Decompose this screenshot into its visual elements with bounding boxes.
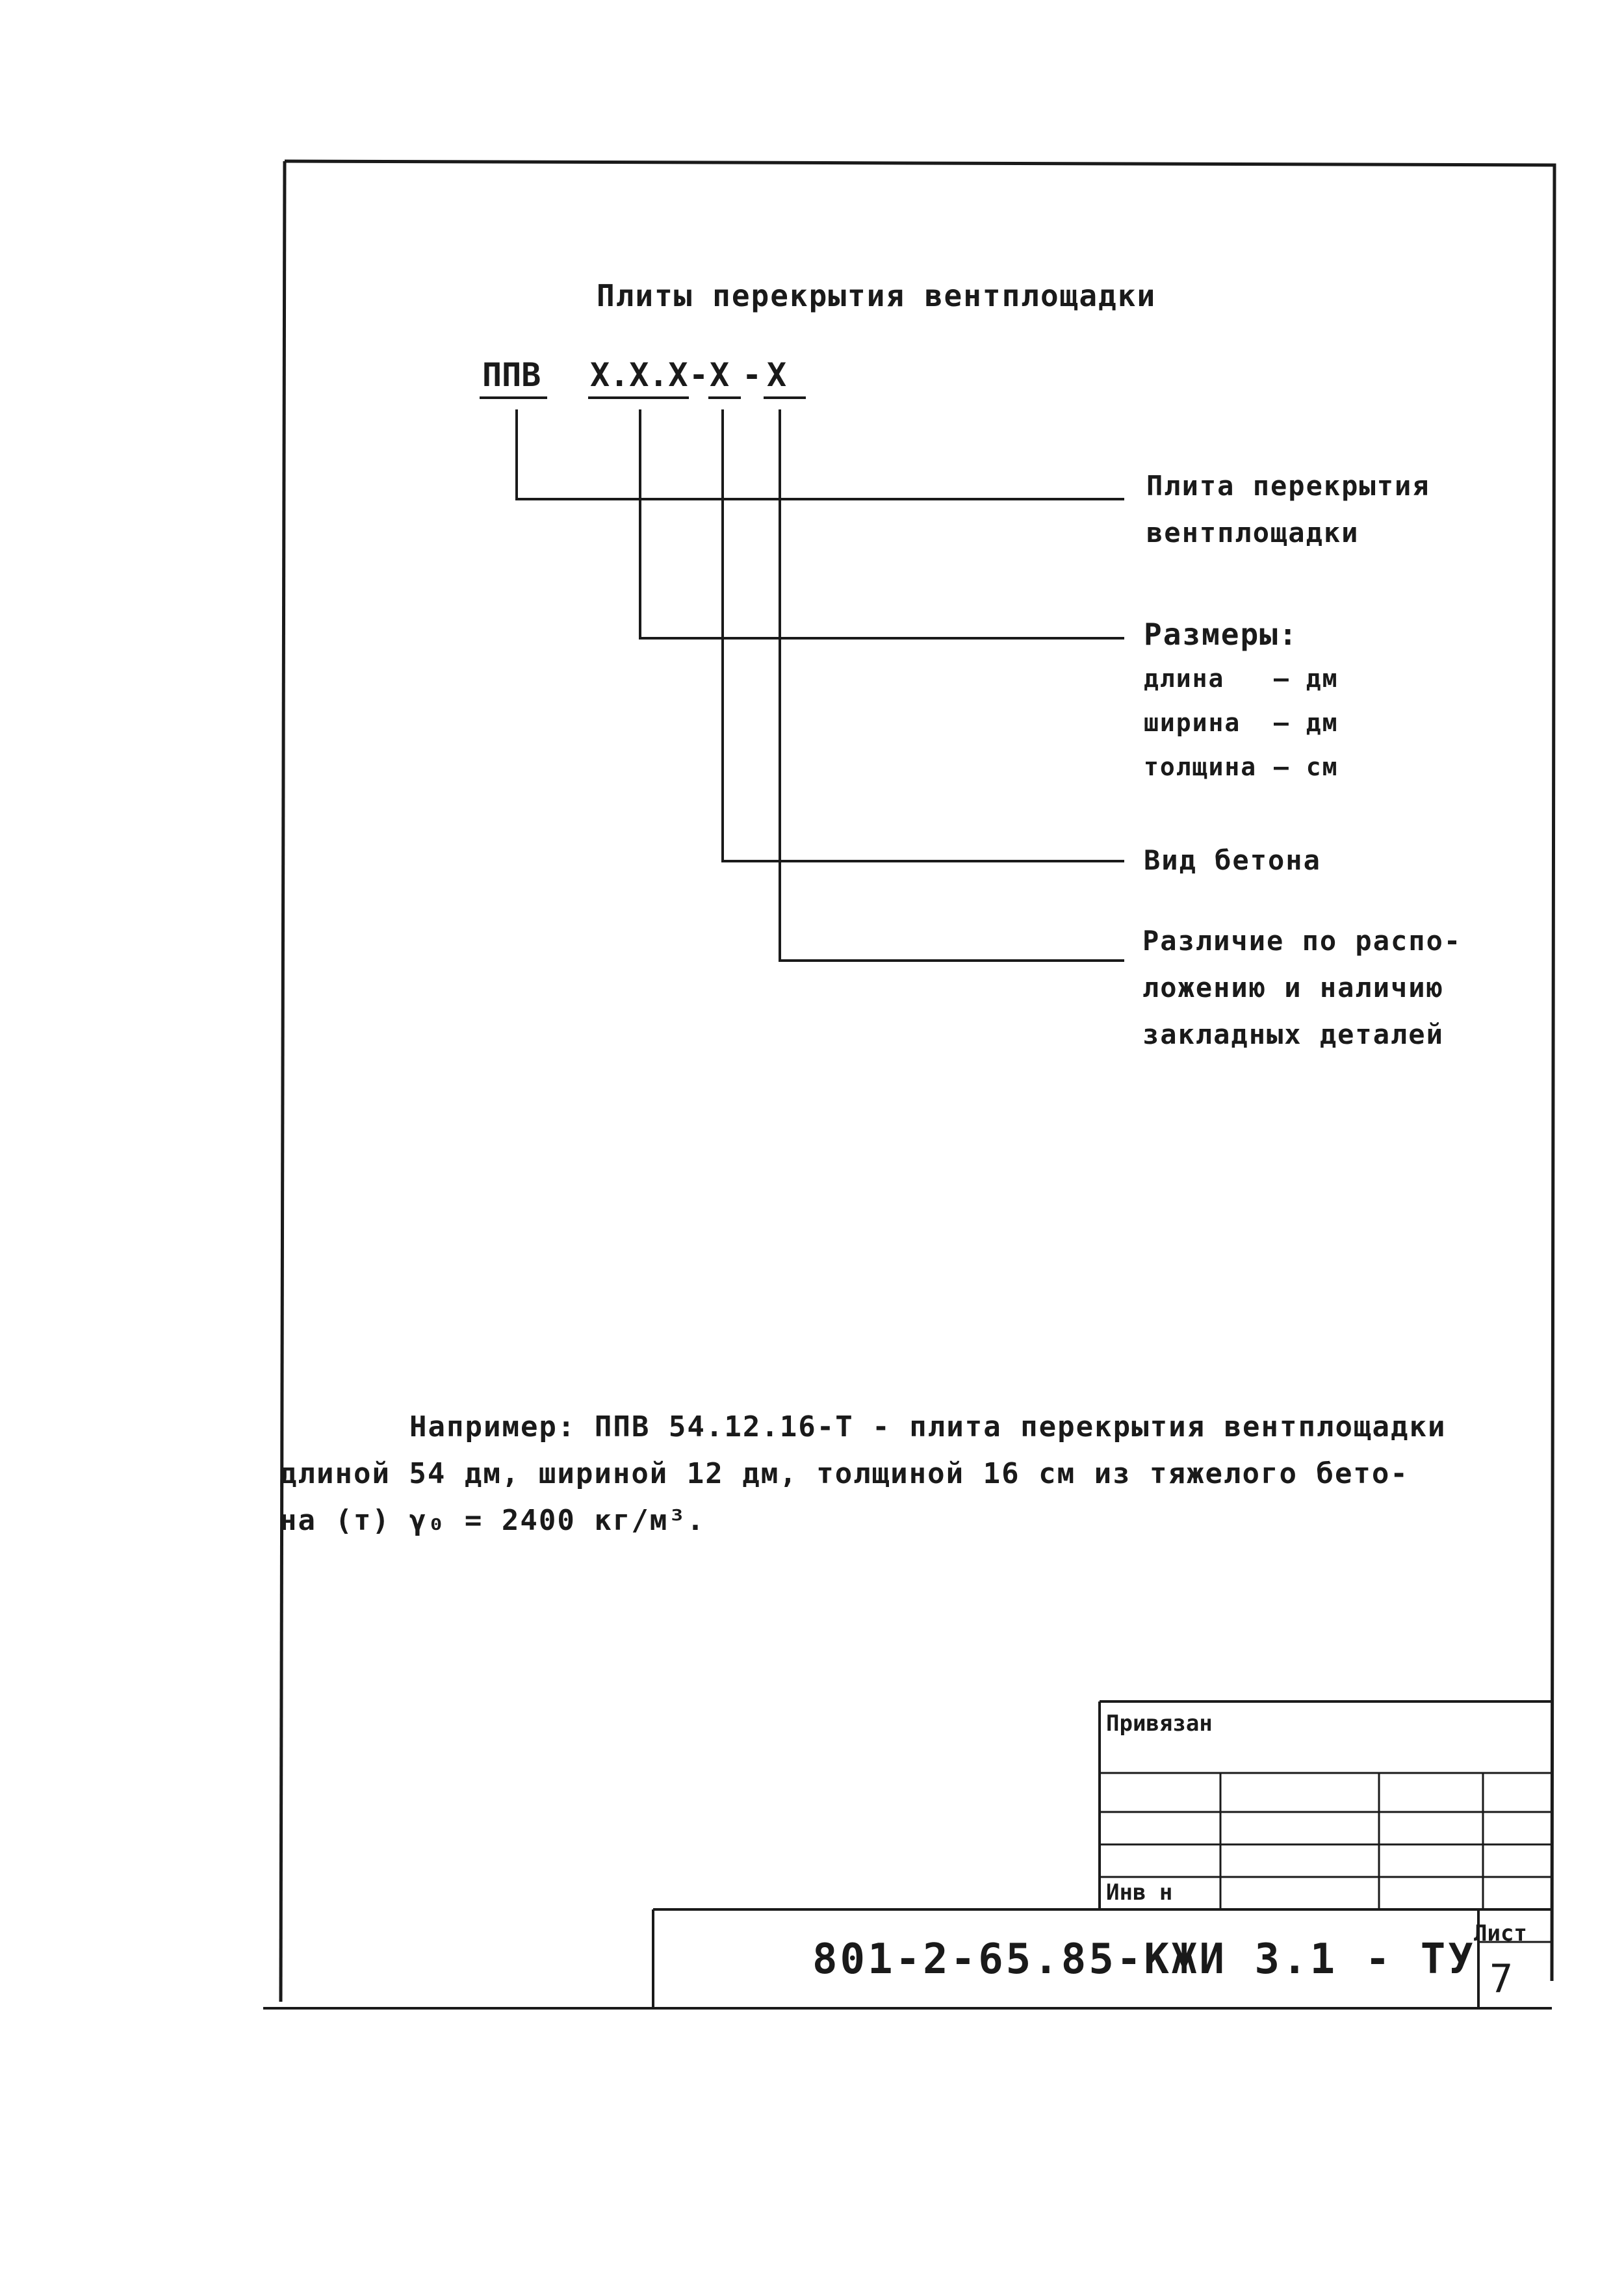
size-row-unit: — дм <box>1274 664 1339 693</box>
legend-item-name-line-2: вентплощадки <box>1146 517 1360 549</box>
size-row-label: ширина <box>1144 708 1241 737</box>
code-sizes: X.X.X <box>590 356 688 394</box>
legend-item-variant-line-2: ложению и наличию <box>1142 972 1444 1003</box>
size-row-unit: — см <box>1274 753 1339 781</box>
code-dash-1: - <box>689 356 709 394</box>
size-row-width <box>1144 708 1339 737</box>
linked-label: Привязан <box>1106 1711 1213 1737</box>
sheet-label: Лист <box>1474 1920 1527 1946</box>
code-prefix: ППВ <box>482 356 541 394</box>
code-variant: X <box>767 356 787 394</box>
example-line-1 <box>279 1404 1488 1451</box>
example-line-2: длиной 54 дм, шириной 12 дм, толщиной 16 см из тяжелого бето- <box>279 1457 1409 1490</box>
legend-item-variant <box>1142 918 1462 1058</box>
inventory-label: Инв н <box>1106 1880 1173 1906</box>
size-row-unit: — дм <box>1274 708 1339 737</box>
sheet-number: 7 <box>1489 1956 1514 2002</box>
legend-item-variant-line-3: закладных деталей <box>1142 1018 1444 1050</box>
legend-item-name <box>1146 463 1430 556</box>
code-dash-2: - <box>742 356 762 394</box>
legend-item-sizes-title: Размеры: <box>1144 617 1298 652</box>
legend-item-name-line-1: Плита перекрытия <box>1146 470 1430 502</box>
page-title: Плиты перекрытия вентплощадки <box>597 278 1157 313</box>
document-code: 801-2-65.85-КЖИ 3.1 - ТУ <box>812 1935 1476 1984</box>
size-row-thickness <box>1144 753 1339 781</box>
example-line-3: на (т) γ₀ = 2400 кг/м³. <box>279 1504 706 1537</box>
example-line-1-text: Например: ППВ 54.12.16-Т - плита перекрытия вентплощадки <box>409 1410 1447 1443</box>
legend-item-concrete: Вид бетона <box>1144 844 1321 876</box>
example-paragraph <box>279 1404 1488 1544</box>
code-concrete: X <box>710 356 730 394</box>
size-row-label: толщина <box>1144 753 1257 781</box>
size-row-label: длина <box>1144 664 1225 693</box>
legend-item-variant-line-1: Различие по распо- <box>1142 925 1462 957</box>
size-row-length <box>1144 664 1339 693</box>
